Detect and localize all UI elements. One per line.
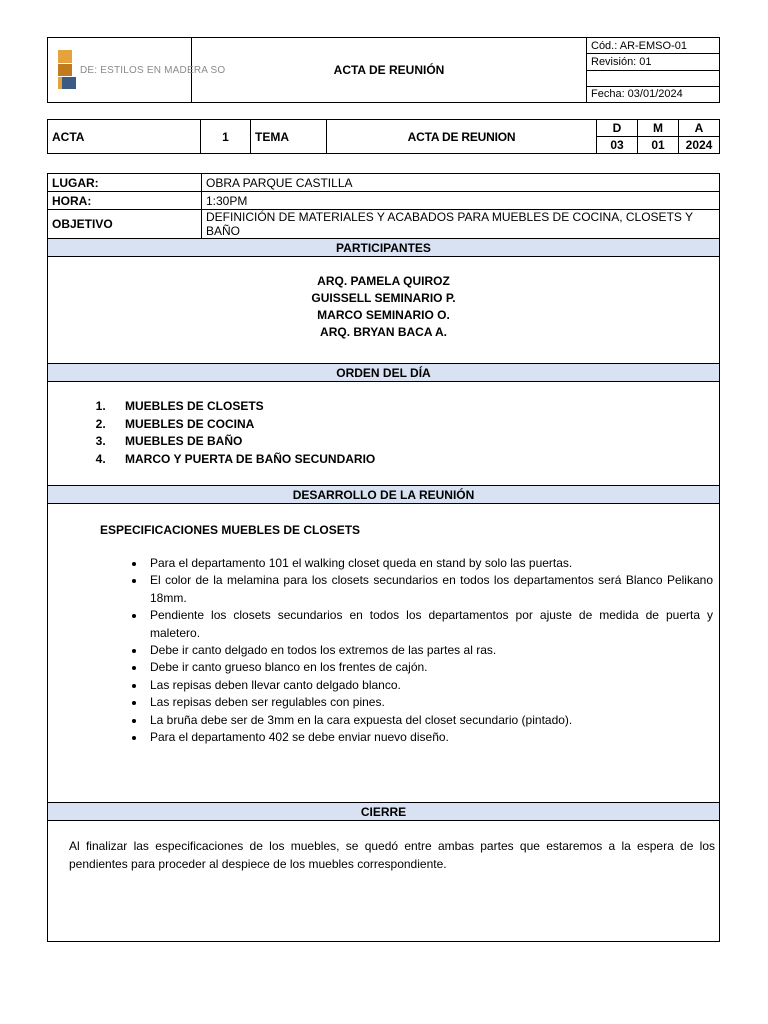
spec-subtitle: ESPECIFICACIONES MUEBLES DE CLOSETS [100, 523, 361, 537]
month-value: 01 [638, 137, 679, 154]
year-label: A [679, 120, 720, 137]
day-label: D [597, 120, 638, 137]
desarrollo-heading: DESARROLLO DE LA REUNIÓN [48, 486, 720, 504]
list-item: • Las repisas deben llevar canto delgado blanco. [146, 677, 713, 694]
participantes-heading: PARTICIPANTES [48, 239, 720, 257]
blank-meta [587, 70, 720, 86]
objetivo-value: DEFINICIÓN DE MATERIALES Y ACABADOS PARA MUEBLES DE COCINA, CLOSETS Y BAÑO [202, 210, 720, 239]
list-item: 2. MUEBLES DE COCINA [109, 416, 715, 434]
document-revision: Revisión: 01 [587, 54, 720, 70]
tema-label: TEMA [251, 120, 327, 154]
hora-label: HORA: [48, 192, 202, 210]
company-name: DE: ESTILOS EN MADERA SO [80, 64, 226, 76]
document-header [47, 37, 720, 103]
lugar-value: OBRA PARQUE CASTILLA [202, 174, 720, 192]
orden-list-cell [48, 382, 720, 486]
participant-name: GUISSELL SEMINARIO P. [311, 291, 456, 305]
document-title: ACTA DE REUNIÓN [192, 38, 587, 103]
company-logo [48, 38, 226, 102]
day-value: 03 [597, 137, 638, 154]
orden-heading: ORDEN DEL DÍA [48, 364, 720, 382]
acta-row [47, 119, 720, 154]
acta-label: ACTA [48, 120, 201, 154]
lugar-label: LUGAR: [48, 174, 202, 192]
list-item: • Debe ir canto grueso blanco en los frentes de cajón. [146, 659, 713, 676]
list-item: • Para el departamento 402 se debe enviar nuevo diseño. [146, 729, 713, 746]
list-item: 1. MUEBLES DE CLOSETS [109, 398, 715, 416]
logo-cell [48, 38, 226, 103]
spec-list [52, 555, 715, 746]
acta-number: 1 [201, 120, 251, 154]
document-date: Fecha: 03/01/2024 [587, 86, 720, 102]
tema-value: ACTA DE REUNION [327, 120, 597, 154]
list-item: • El color de la melamina para los closets secundarios en todos los departamentos será Blanco Pelikano 18mm. [146, 572, 713, 607]
year-value: 2024 [679, 137, 720, 154]
list-item: • Para el departamento 101 el walking closet queda en stand by solo las puertas. [146, 555, 713, 572]
month-label: M [638, 120, 679, 137]
cierre-text: Al finalizar las especificaciones de los muebles, se quedó entre ambas partes que estaremos a la espera de los pendientes para proceder al despiece de los muebles correspondiente. [48, 821, 720, 942]
list-item: • Las repisas deben ser regulables con pines. [146, 694, 713, 711]
participantes-list [48, 257, 720, 364]
meeting-details [47, 173, 720, 942]
hora-value: 1:30PM [202, 192, 720, 210]
list-item: 4. MARCO Y PUERTA DE BAÑO SECUNDARIO [109, 451, 715, 469]
desarrollo-cell [48, 504, 720, 803]
participant-name: ARQ. BRYAN BACA A. [320, 325, 447, 339]
participant-name: ARQ. PAMELA QUIROZ [317, 274, 450, 288]
objetivo-label: OBJETIVO [48, 210, 202, 239]
list-item: • Debe ir canto delgado en todos los extremos de las partes al ras. [146, 642, 713, 659]
orden-list [52, 398, 715, 468]
list-item: 3. MUEBLES DE BAÑO [109, 433, 715, 451]
document-code: Cód.: AR-EMSO-01 [587, 38, 720, 54]
list-item: • La bruña debe ser de 3mm en la cara expuesta del closet secundario (pintado). [146, 712, 713, 729]
list-item: • Pendiente los closets secundarios en todos los departamentos por ajuste de medida de puerta y maletero. [146, 607, 713, 642]
cierre-heading: CIERRE [48, 803, 720, 821]
logo-mark-icon [58, 50, 76, 90]
participant-name: MARCO SEMINARIO O. [317, 308, 450, 322]
